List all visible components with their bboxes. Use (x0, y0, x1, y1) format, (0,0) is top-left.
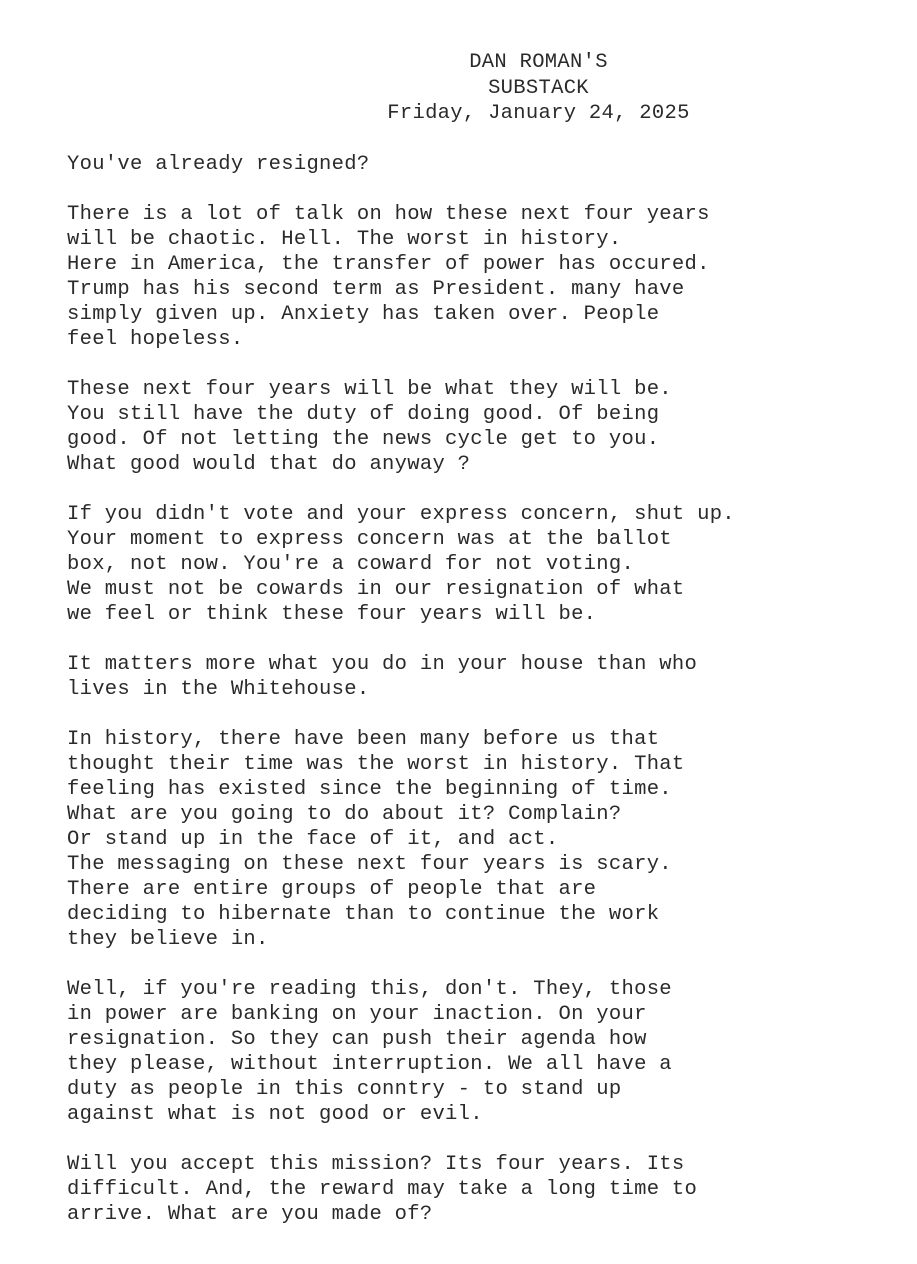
text-line: Here in America, the transfer of power has occured. (67, 253, 710, 276)
text-line: resignation. So they can push their agenda how (67, 1028, 647, 1051)
text-line: will be chaotic. Hell. The worst in history. (67, 228, 622, 251)
text-line: In history, there have been many before us that (67, 728, 660, 751)
text-line: There are entire groups of people that are (67, 878, 597, 901)
text-line: difficult. And, the reward may take a long time to (67, 1178, 698, 1201)
text-line: box, not now. You're a coward for not voting. (67, 553, 635, 576)
paragraph (67, 152, 907, 177)
text-line: Or stand up in the face of it, and act. (67, 828, 559, 851)
text-line: lives in the Whitehouse. (67, 678, 370, 701)
article-body (67, 152, 907, 1252)
text-line: Well, if you're reading this, don't. They, those (67, 978, 672, 1001)
text-line: We must not be cowards in our resignation of what (67, 578, 685, 601)
paragraph (67, 377, 907, 477)
author-name: DAN ROMAN'S (469, 51, 608, 74)
text-line: If you didn't vote and your express concern, shut up. (67, 503, 735, 526)
text-line: You still have the duty of doing good. Of being (67, 403, 660, 426)
text-line: What are you going to do about it? Complain? (67, 803, 622, 826)
text-line: good. Of not letting the news cycle get to you. (67, 428, 660, 451)
text-line: What good would that do anyway ? (67, 453, 471, 476)
text-line: in power are banking on your inaction. On your (67, 1003, 647, 1026)
paragraph (67, 652, 907, 702)
text-line: we feel or think these four years will be. (67, 603, 597, 626)
text-line: deciding to hibernate than to continue the work (67, 903, 660, 926)
text-line: It matters more what you do in your house than who (67, 653, 698, 676)
paragraph (67, 502, 907, 627)
paragraph (67, 727, 907, 952)
paragraph (67, 977, 907, 1127)
text-line: duty as people in this conntry - to stand up (67, 1078, 622, 1101)
text-line: You've already resigned? (67, 153, 370, 176)
header (0, 50, 917, 127)
paragraph (67, 1152, 907, 1227)
text-line: Trump has his second term as President. many have (67, 278, 685, 301)
text-line: feeling has existed since the beginning of time. (67, 778, 672, 801)
text-line: Will you accept this mission? Its four years. Its (67, 1153, 685, 1176)
text-line: against what is not good or evil. (67, 1103, 483, 1126)
text-line: Your moment to express concern was at the ballot (67, 528, 672, 551)
text-line: The messaging on these next four years is scary. (67, 853, 672, 876)
text-line: thought their time was the worst in history. That (67, 753, 685, 776)
text-line: they believe in. (67, 928, 269, 951)
date-line: Friday, January 24, 2025 (387, 102, 690, 125)
paragraph (67, 202, 907, 352)
text-line: These next four years will be what they will be. (67, 378, 672, 401)
text-line: There is a lot of talk on how these next four years (67, 203, 710, 226)
text-line: feel hopeless. (67, 328, 244, 351)
text-line: arrive. What are you made of? (67, 1203, 433, 1226)
publication-name: SUBSTACK (488, 76, 589, 100)
text-line: they please, without interruption. We all have a (67, 1053, 672, 1076)
text-line: simply given up. Anxiety has taken over. People (67, 303, 660, 326)
